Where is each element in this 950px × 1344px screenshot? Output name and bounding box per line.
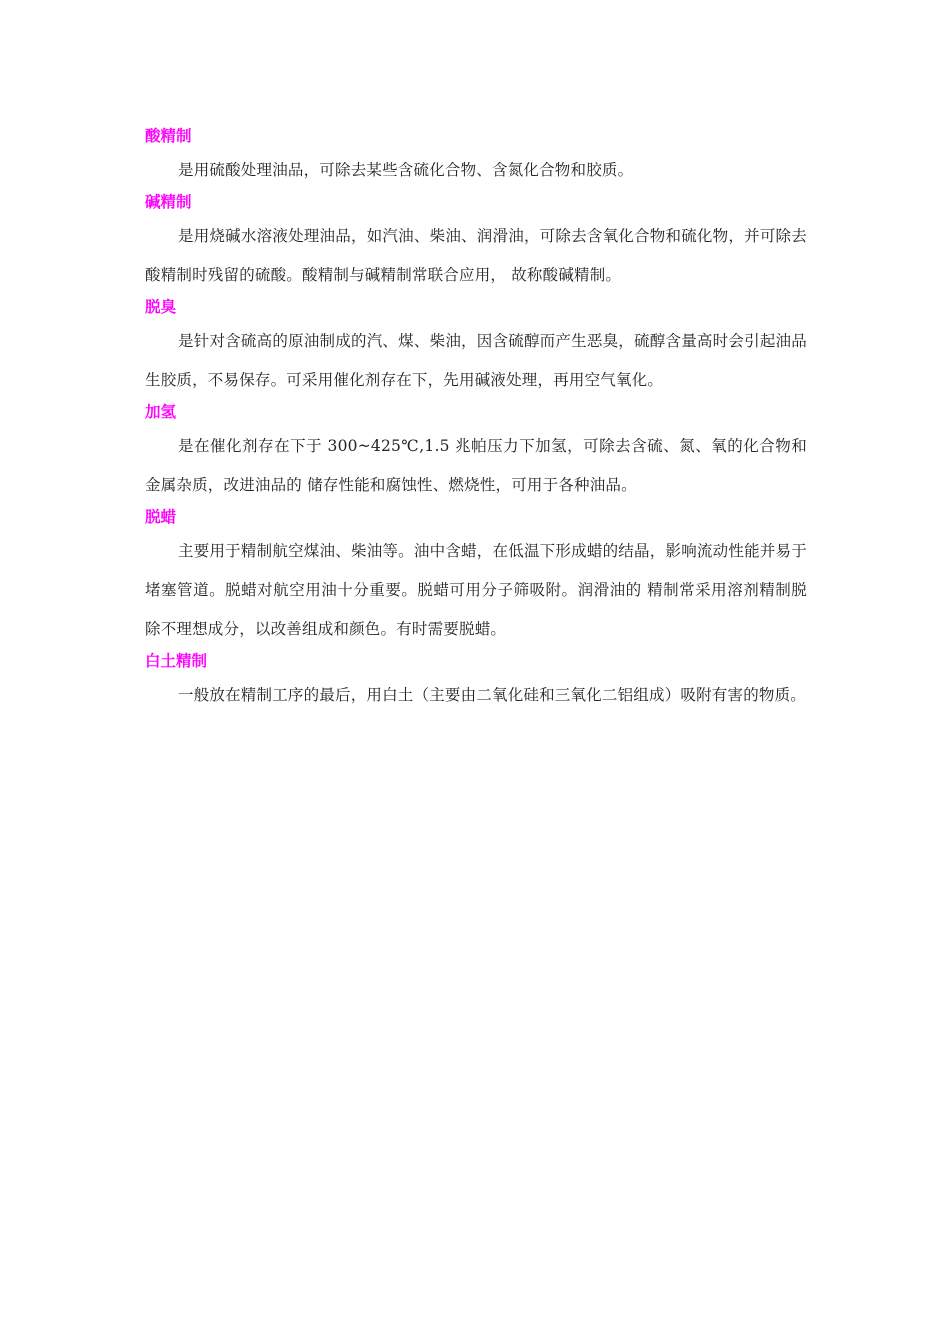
section-text-dewaxing: 主要用于精制航空煤油、柴油等。油中含蜡，在低温下形成蜡的结晶，影响流动性能并易于堵塞管道。脱蜡对航空用油十分重要。脱蜡可用分子筛吸附。润滑油的 精制常采用溶剂精制脱除不理想成分，以改善组成和颜色。有时需要脱蜡。: [145, 542, 807, 638]
section-heading-alkali-refining: 碱精制: [145, 193, 192, 211]
section-heading-dewaxing: 脱蜡: [145, 508, 177, 526]
section-text-hydrogenation: 是在催化剂存在下于 300~425℃,1.5 兆帕压力下加氢，可除去含硫、氮、氧的化合物和金属杂质，改进油品的 储存性能和腐蚀性、燃烧性，可用于各种油品。: [145, 437, 807, 494]
section-text-alkali-refining: 是用烧碱水溶液处理油品，如汽油、柴油、润滑油，可除去含氧化合物和硫化物，并可除去酸精制时残留的硫酸。酸精制与碱精制常联合应用， 故称酸碱精制。: [145, 227, 807, 284]
section-heading-deodorization: 脱臭: [145, 298, 177, 316]
section-text-clay-refining: 一般放在精制工序的最后，用白土（主要由二氧化硅和三氧化二铝组成）吸附有害的物质。: [178, 686, 807, 704]
section-heading-hydrogenation: 加氢: [145, 403, 177, 421]
section-heading-clay-refining: 白土精制: [145, 652, 208, 670]
section-text-deodorization: 是针对含硫高的原油制成的汽、煤、柴油，因含硫醇而产生恶臭，硫醇含量高时会引起油品生胶质，不易保存。可采用催化剂存在下，先用碱液处理，再用空气氧化。: [145, 332, 807, 389]
section-heading-acid-refining: 酸精制: [145, 127, 192, 145]
section-text-acid-refining: 是用硫酸处理油品，可除去某些含硫化合物、含氮化合物和胶质。: [178, 161, 634, 179]
document-page: [145, 124, 807, 715]
